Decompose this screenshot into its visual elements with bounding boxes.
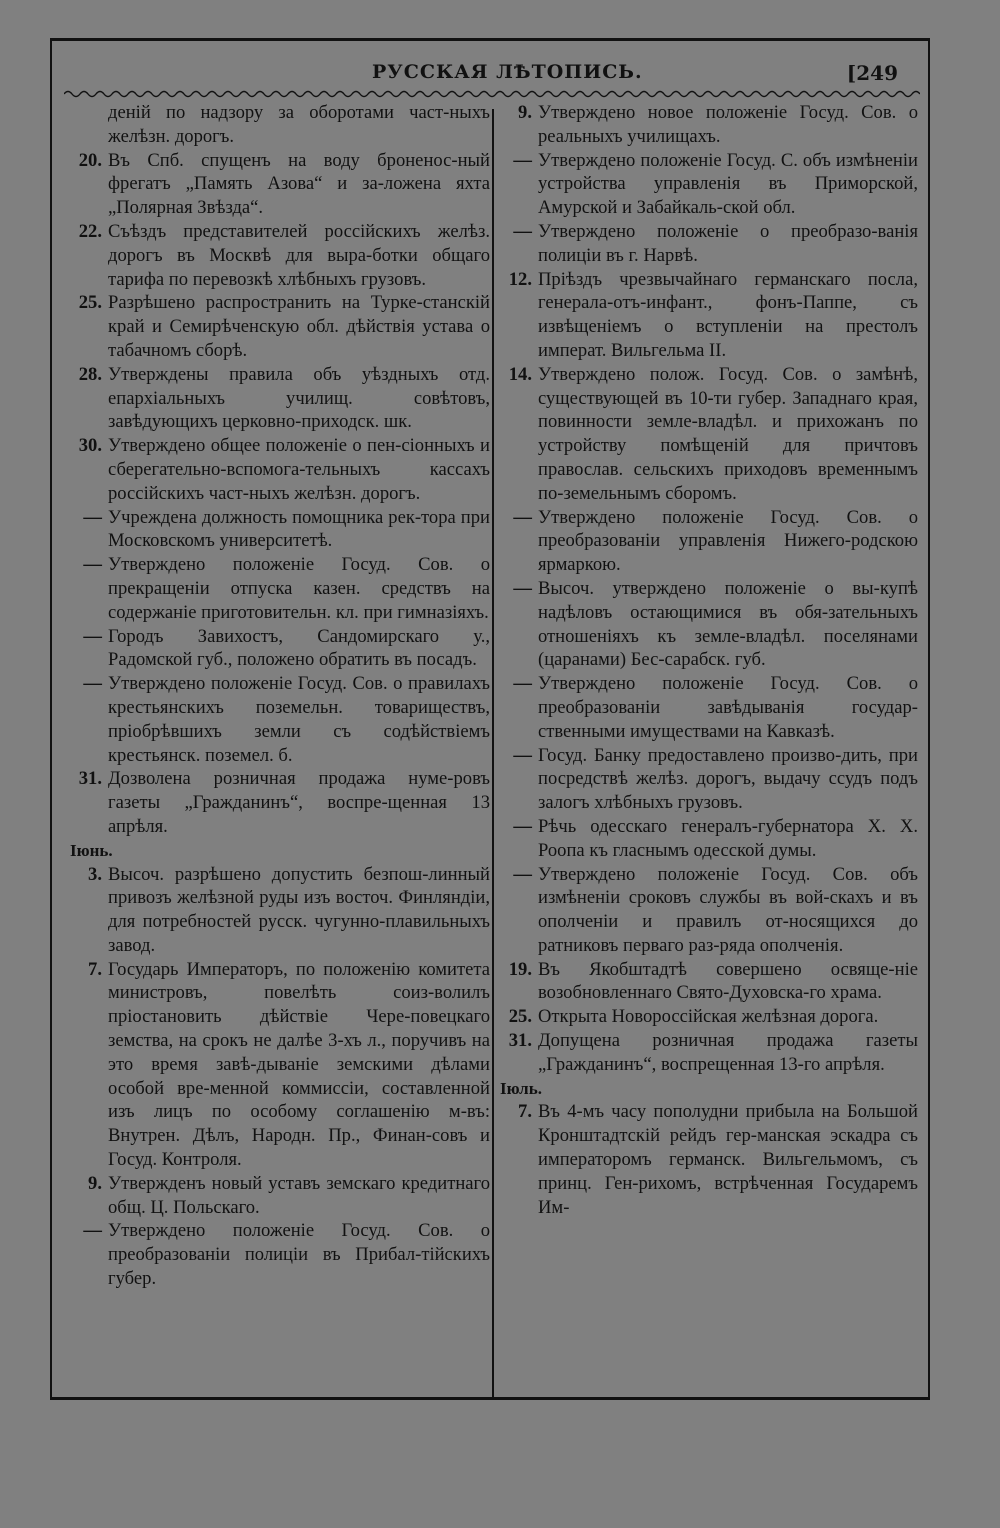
header-wavy-rule: [64, 89, 920, 99]
entry-text: Утверждено положеніе Госуд. С. объ измѣненіи устройства управленія въ Приморской, Амурской и Забайкаль-ской обл.: [538, 149, 918, 219]
chronicle-entry: [500, 101, 918, 149]
chronicle-entry: [500, 149, 918, 220]
entry-text: Въ Спб. спущенъ на воду броненос-ный фрегатъ „Память Азова“ и за-ложена яхта „Полярная Звѣзда“.: [108, 149, 490, 219]
entry-text: Утверждено положеніе о преобразо-ванія полиціи въ г. Нарвѣ.: [538, 220, 918, 266]
entry-text: Высоч. разрѣшено допустить безпош-линный привозъ желѣзной руды изъ восточ. Финляндіи, для потребностей русск. чугунно-плавильныхъ завод.: [108, 863, 490, 956]
entry-date: —: [513, 815, 532, 837]
entry-text: Утверждено положеніе Госуд. Сов. о прекращеніи отпуска казен. средствъ на содержаніе приготовительн. кл. при гимназіяхъ.: [108, 554, 490, 623]
chronicle-entry: [500, 1029, 918, 1077]
entry-text: Разрѣшено распространить на Турке-станскій край и Семирѣченскую обл. дѣйствія устава о табачномъ сборѣ.: [108, 292, 490, 361]
chronicle-entry: [70, 625, 490, 673]
chronicle-entry: [500, 744, 918, 815]
entry-date: —: [83, 625, 102, 647]
entry-text: Утверждено общее положеніе о пен-сіонныхъ и сберегательно-вспомога-тельныхъ кассахъ россійскихъ част-ныхъ желѣзн. дорогъ.: [108, 435, 490, 504]
entry-date: —: [513, 149, 532, 171]
entry-date: 9.: [88, 1172, 102, 1194]
entry-text: Утверждено положеніе Госуд. Сов. о преобразованіи управленія Нижего-родскою ярмаркою.: [538, 506, 918, 576]
entry-text: Съѣздъ представителей россійскихъ желѣз. дорогъ въ Москвѣ для выра-ботки общаго тарифа по перевозкѣ хлѣбныхъ грузовъ.: [108, 220, 490, 290]
entry-date: 20.: [78, 149, 102, 171]
entry-text: Дозволена розничная продажа нуме-ровъ газеты „Гражданинъ“, воспре-щенная 13 апрѣля.: [108, 768, 490, 837]
entry-date: [70, 101, 108, 149]
entry-text: Допущена розничная продажа газеты „Гражданинъ“, воспрещенная 13-го апрѣля.: [538, 1030, 918, 1075]
page-frame: [50, 38, 930, 1400]
entry-date: —: [83, 554, 102, 576]
entry-date: 7.: [88, 958, 102, 980]
chronicle-entry: [70, 101, 490, 149]
page-number: [249: [846, 61, 898, 85]
entry-text: Рѣчь одесскаго генералъ-губернатора Х. Х. Роопа къ гласнымъ одесской думы.: [538, 815, 918, 861]
entry-text: Утверждено полож. Госуд. Сов. о замѣнѣ, существующей въ 10-ти губер. Западнаго края, повинности земле-владѣл. и прихожанъ по устройству помѣщеній для причтовъ православ. сельскихъ приходовъ временнымъ по-земельнымъ сборомъ.: [538, 363, 918, 504]
chronicle-entry: [500, 506, 918, 577]
chronicle-entry: [70, 291, 490, 362]
entry-date: —: [513, 577, 532, 599]
entry-date: 14.: [508, 363, 532, 385]
entry-date: 9.: [518, 102, 532, 123]
entry-date: 31.: [508, 1030, 532, 1052]
entry-date: —: [513, 220, 532, 242]
chronicle-entry: [70, 434, 490, 505]
entry-date: —: [513, 506, 532, 528]
chronicle-entry: [70, 220, 490, 291]
chronicle-entry: [500, 577, 918, 672]
entry-text: Утверждены правила объ уѣздныхъ отд. епархіальныхъ училищ. совѣтовъ, завѣдующихъ церковно-приходск. шк.: [108, 363, 490, 433]
entry-text: Высоч. утверждено положеніе о вы-купѣ надѣловъ остающимися въ обя-зательныхъ отношеніяхъ къ земле-владѣл. поселянами (царанами) Бес-сарабск. губ.: [538, 577, 918, 671]
entry-text: деній по надзору за оборотами част-ныхъ желѣзн. дорогъ.: [108, 102, 490, 147]
chronicle-entry: [500, 1100, 918, 1219]
right-column: [500, 101, 918, 1219]
entry-date: —: [513, 673, 532, 695]
entry-date: —: [83, 673, 102, 695]
chronicle-entry: [500, 958, 918, 1006]
chronicle-entry: [500, 1005, 918, 1029]
entry-text: Учреждена должность помощника рек-тора при Московскомъ университетѣ.: [108, 506, 490, 552]
chronicle-entry: [70, 363, 490, 434]
entry-date: 7.: [518, 1101, 532, 1123]
entry-date: 12.: [508, 268, 532, 290]
chronicle-entry: [500, 863, 918, 958]
chronicle-entry: [70, 863, 490, 958]
chronicle-entry: [70, 553, 490, 624]
chronicle-entry: [70, 767, 490, 838]
left-column: [70, 101, 490, 1291]
entry-date: 19.: [508, 958, 532, 980]
entry-text: Въ 4-мъ часу пополудни прибыла на Большой Кронштадтскій рейдъ гер-манская эскадра съ императоромъ германск. Вильгельмомъ, съ принц. Ген-рихомъ, встрѣченная Государемъ Им-: [538, 1101, 918, 1218]
entry-date: 3.: [88, 863, 102, 885]
entry-text: Утверждено положеніе Госуд. Сов. о преобразованіи полиціи въ Прибал-тійскихъ губер.: [108, 1220, 490, 1290]
entry-text: Государь Императоръ, по положенію комитета министровъ, повелѣть соиз-волилъ пріостановить дѣйствіе Чере-повецкаго земства, на срокъ не далѣе 3-хъ л., поручивъ на это время завѣ-дываніе земскими дѣлами особой вре-менной коммиссіи, составленной изъ лицъ по особому соглашенію м-въ: Внутрен. Дѣлъ, Народн. Пр., Финан-совъ и Госуд. Контроля.: [108, 958, 490, 1171]
entry-date: 25.: [508, 1006, 532, 1028]
chronicle-entry: [70, 672, 490, 767]
entry-text: Городъ Завихостъ, Сандомирскаго у., Радомской губ., положено обратить въ посадъ.: [108, 625, 490, 671]
column-divider: [492, 109, 494, 1399]
chronicle-entry: [70, 149, 490, 220]
entry-date: —: [83, 1220, 102, 1242]
chronicle-entry: [70, 506, 490, 554]
chronicle-entry: [70, 1219, 490, 1290]
entry-text: Утверждено положеніе Госуд. Сов. о преобразованіи завѣдыванія государ-ственными имуществами на Кавказѣ.: [538, 673, 918, 742]
chronicle-entry: [500, 363, 918, 506]
entry-date: 28.: [78, 363, 102, 385]
entry-text: Утверждено положеніе Госуд. Сов. объ измѣненіи сроковъ службы въ вой-скахъ и въ ополченіи и правилъ от-носящихся до ратниковъ перваго раз-ряда ополченія.: [538, 863, 918, 956]
entry-date: 22.: [78, 220, 102, 242]
month-heading: Іюнь.: [70, 840, 113, 860]
running-title: РУССКАЯ ЛѢТОПИСЬ.: [372, 61, 643, 83]
chronicle-entry: [500, 268, 918, 363]
entry-text: Госуд. Банку предоставлено произво-дить, при посредствѣ желѣз. дорогъ, выдачу ссудъ подъ залогъ хлѣбныхъ грузовъ.: [538, 744, 918, 814]
entry-text: Утверждено положеніе Госуд. Сов. о правилахъ крестьянскихъ поземельн. товариществъ, пріобрѣвшихъ земли съ содѣйствіемъ крестьянск. поземел. б.: [108, 673, 490, 766]
entry-text: Въ Якобштадтѣ совершено освяще-ніе возобновленнаго Свято-Духовска-го храма.: [538, 958, 918, 1004]
entry-text: Утверждено новое положеніе Госуд. Сов. о реальныхъ училищахъ.: [538, 102, 918, 147]
entry-text: Утвержденъ новый уставъ земскаго кредитнаго общ. Ц. Польскаго.: [108, 1172, 490, 1218]
entry-date: 30.: [78, 435, 102, 457]
entry-date: 31.: [78, 768, 102, 790]
chronicle-entry: [70, 1172, 490, 1220]
chronicle-entry: [70, 958, 490, 1172]
entry-date: —: [83, 506, 102, 528]
entry-text: Открыта Новороссійская желѣзная дорога.: [538, 1006, 879, 1028]
chronicle-entry: [500, 672, 918, 743]
entry-date: —: [513, 744, 532, 766]
chronicle-entry: [500, 815, 918, 863]
entry-date: 25.: [78, 292, 102, 314]
chronicle-entry: [500, 220, 918, 268]
entry-text: Пріѣздъ чрезвычайнаго германскаго посла, генерала-отъ-инфант., фонъ-Паппе, съ извѣщеніемъ о вступленіи на престолъ императ. Вильгельма II.: [538, 268, 918, 361]
entry-date: —: [513, 863, 532, 885]
month-heading: Іюль.: [500, 1078, 542, 1098]
